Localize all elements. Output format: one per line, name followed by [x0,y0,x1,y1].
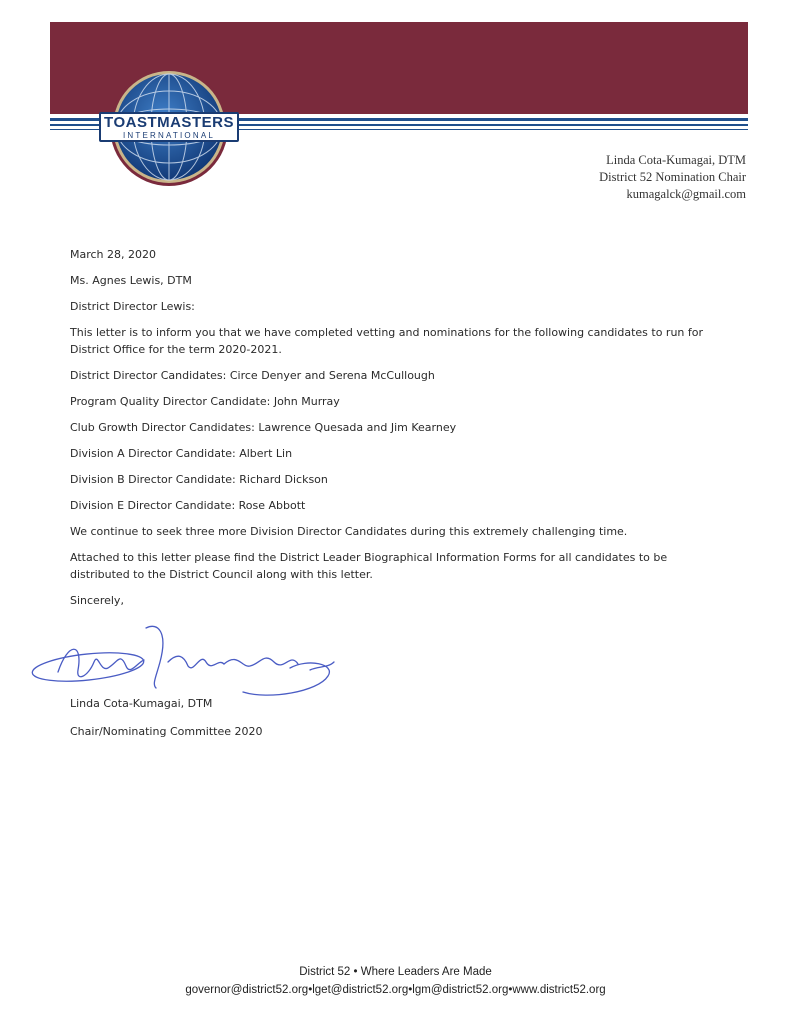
sender-block [599,152,746,203]
candidate-line: Club Growth Director Candidates: Lawrence Quesada and Jim Kearney [70,421,457,434]
logo-subtitle: INTERNATIONAL [122,131,215,140]
logo-wordmark [99,112,239,142]
letter-attached: Attached to this letter please find the District Leader Biographical Information Forms for all candidates to be distributed to the District Council along with this letter. [70,551,668,581]
letter-continue: We continue to seek three more Division Director Candidates during this extremely challenging time. [70,525,628,538]
candidate-line: Division A Director Candidate: Albert Lin [70,447,293,460]
candidate-line: Program Quality Director Candidate: John Murray [70,395,340,408]
letter-intro: This letter is to inform you that we have completed vetting and nominations for the following candidates to run for District Office for the term 2020-2021. [70,326,704,356]
signer-title: Chair/Nominating Committee 2020 [70,725,263,738]
sender-title: District 52 Nomination Chair [599,170,746,184]
letter-body [70,246,730,618]
candidate-line: District Director Candidates: Circe Denyer and Serena McCullough [70,369,435,382]
footer-tagline: District 52 • Where Leaders Are Made [299,966,492,978]
toastmasters-logo [99,66,239,188]
letter-salutation: District Director Lewis: [70,300,195,313]
letter-recipient: Ms. Agnes Lewis, DTM [70,274,192,287]
letter-closing: Sincerely, [70,594,124,607]
signer-name: Linda Cota-Kumagai, DTM [70,697,213,710]
sender-email: kumagalck@gmail.com [626,187,746,201]
footer-contacts: governor@district52.org•lget@district52.org•lgm@district52.org•www.district52.org [185,984,606,996]
letter-date: March 28, 2020 [70,248,157,261]
footer [0,963,791,999]
candidate-line: Division E Director Candidate: Rose Abbott [70,499,306,512]
candidate-line: Division B Director Candidate: Richard Dickson [70,473,328,486]
logo-name: TOASTMASTERS [104,114,234,131]
sender-name: Linda Cota-Kumagai, DTM [606,153,746,167]
